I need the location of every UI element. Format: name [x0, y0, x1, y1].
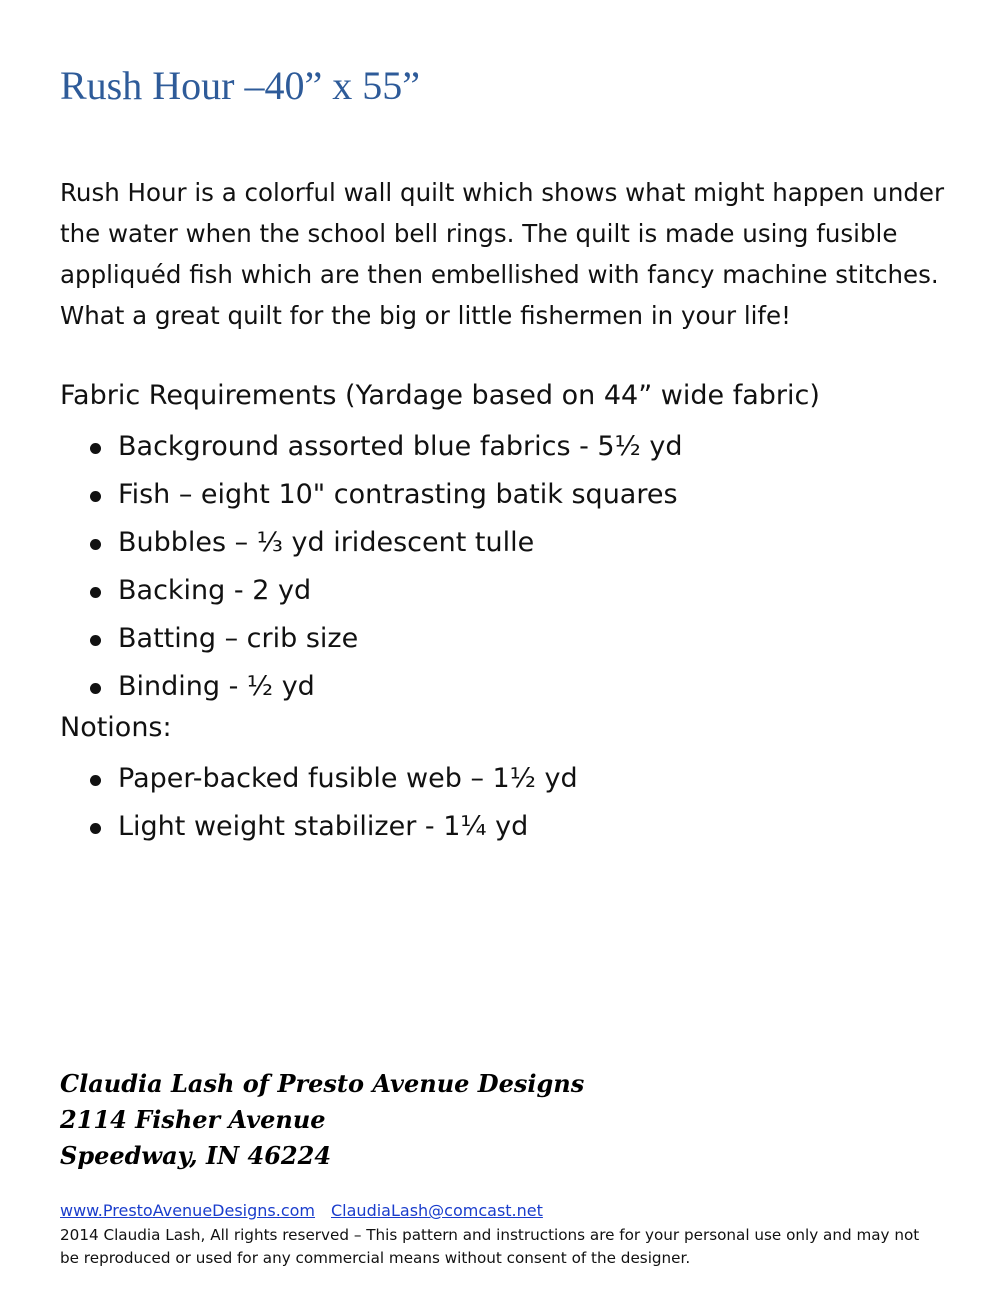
bullet-icon — [90, 491, 101, 502]
bullet-icon — [90, 683, 101, 694]
list-item-text: Binding - ½ yd — [118, 671, 315, 702]
list-item-text: Batting – crib size — [118, 623, 359, 654]
address-line-street: 2114 Fisher Avenue — [60, 1105, 326, 1134]
designer-address — [60, 1066, 584, 1174]
list-item — [0, 519, 682, 567]
bullet-icon — [90, 587, 101, 598]
fabric-requirements-heading: Fabric Requirements (Yardage based on 44” wide fabric) — [60, 380, 820, 411]
notions-list — [0, 755, 578, 851]
contact-links — [60, 1200, 543, 1222]
list-item — [0, 471, 682, 519]
intro-paragraph: Rush Hour is a colorful wall quilt which shows what might happen under the water when the school bell rings. The quilt is made using fusible appliquéd fish which are then embellished with fancy machine stitches. What a great quilt for the big or little fishermen in your life! — [60, 178, 945, 330]
list-item-text: Fish – eight 10" contrasting batik squares — [118, 479, 678, 510]
bullet-icon — [90, 775, 101, 786]
bullet-icon — [90, 823, 101, 834]
list-item-text: Light weight stabilizer - 1¼ yd — [118, 811, 529, 842]
website-link[interactable]: www.PrestoAvenueDesigns.com — [60, 1201, 315, 1220]
email-link[interactable]: ClaudiaLash@comcast.net — [331, 1201, 543, 1220]
address-line-name: Claudia Lash of Presto Avenue Designs — [60, 1069, 585, 1098]
list-item — [0, 567, 682, 615]
list-item — [0, 663, 682, 711]
copyright-notice: 2014 Claudia Lash, All rights reserved – This pattern and instructions are for your personal use only and may not be reproduced or used for any commercial means without consent of the designer. — [60, 1226, 920, 1267]
fabric-requirements-list — [0, 423, 682, 711]
list-item-text: Background assorted blue fabrics - 5½ yd — [118, 431, 683, 462]
address-line-city: Speedway, IN 46224 — [60, 1141, 332, 1170]
notions-heading: Notions: — [60, 712, 172, 743]
list-item-text: Backing - 2 yd — [118, 575, 312, 606]
bullet-icon — [90, 635, 101, 646]
list-item — [0, 423, 682, 471]
list-item-text: Paper-backed fusible web – 1½ yd — [118, 763, 578, 794]
bullet-icon — [90, 443, 101, 454]
list-item — [0, 803, 578, 851]
list-item — [0, 755, 578, 803]
list-item — [0, 615, 682, 663]
bullet-icon — [90, 539, 101, 550]
page-title: Rush Hour –40” x 55” — [60, 63, 420, 108]
list-item-text: Bubbles – ⅓ yd iridescent tulle — [118, 527, 535, 558]
